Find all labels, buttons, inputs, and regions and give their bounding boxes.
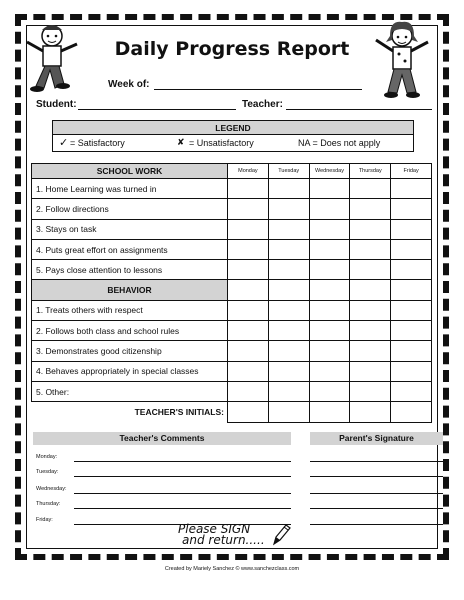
teachers-comments-header: Teacher's Comments — [33, 432, 291, 445]
day-header-friday: Friday — [391, 164, 432, 179]
grade-cell[interactable] — [268, 219, 309, 239]
grade-cell[interactable] — [391, 239, 432, 259]
grade-cell[interactable] — [228, 239, 269, 259]
table-row — [32, 341, 432, 361]
grade-cell[interactable] — [268, 199, 309, 219]
comment-line[interactable] — [74, 493, 291, 494]
check-icon: ✓ — [59, 137, 69, 149]
grade-cell[interactable] — [228, 260, 269, 280]
comment-day-label: Wednesday: — [36, 486, 67, 492]
grade-cell[interactable] — [309, 361, 350, 381]
teacher-label: Teacher: — [242, 99, 283, 110]
grade-cell[interactable] — [350, 239, 391, 259]
school-work-item: 5. Pays close attention to lessons — [32, 260, 228, 280]
grade-cell[interactable] — [228, 381, 269, 401]
behavior-header: BEHAVIOR — [32, 280, 228, 300]
footer-credit: Created by Mariely Sanchez © www.sanchezclass.com — [164, 566, 300, 572]
progress-table — [31, 163, 432, 423]
grade-cell[interactable] — [391, 361, 432, 381]
teacher-field[interactable] — [242, 99, 283, 110]
table-row — [32, 381, 432, 401]
initials-cell[interactable] — [268, 402, 309, 422]
grade-cell[interactable] — [309, 341, 350, 361]
pencil-icon — [270, 522, 292, 546]
grade-cell[interactable] — [228, 361, 269, 381]
signature-line[interactable] — [310, 461, 443, 462]
legend-not-apply: NA = Does not apply — [298, 138, 381, 148]
initials-cell[interactable] — [391, 402, 432, 422]
grade-cell[interactable] — [391, 300, 432, 320]
grade-cell[interactable] — [391, 219, 432, 239]
page-title: Daily Progress Report — [114, 38, 350, 60]
day-header-tuesday: Tuesday — [268, 164, 309, 179]
signature-line[interactable] — [310, 508, 443, 509]
student-field[interactable] — [36, 99, 77, 110]
signature-line[interactable] — [310, 493, 443, 494]
grade-cell[interactable] — [268, 239, 309, 259]
grade-cell[interactable] — [228, 199, 269, 219]
grade-cell[interactable] — [228, 341, 269, 361]
grade-cell[interactable] — [391, 260, 432, 280]
comment-day-label: Friday: — [36, 517, 53, 523]
grade-cell[interactable] — [391, 179, 432, 199]
grade-cell[interactable] — [268, 300, 309, 320]
grade-cell[interactable] — [391, 199, 432, 219]
sign-and-return-note: Please SIGN and return..... — [178, 522, 265, 547]
grade-cell[interactable] — [350, 300, 391, 320]
teachers-initials-label: TEACHER'S INITIALS: — [32, 402, 228, 422]
comment-line[interactable] — [74, 476, 291, 477]
behavior-item: 4. Behaves appropriately in special classes — [32, 361, 228, 381]
table-row — [32, 219, 432, 239]
girl-clipart-icon — [372, 18, 432, 103]
grade-cell[interactable] — [309, 219, 350, 239]
comment-line[interactable] — [74, 508, 291, 509]
legend-box — [52, 120, 414, 152]
table-row — [32, 321, 432, 341]
school-work-header: SCHOOL WORK — [32, 164, 228, 179]
comment-day-label: Monday: — [36, 454, 58, 460]
behavior-item: 3. Demonstrates good citizenship — [32, 341, 228, 361]
grade-cell[interactable] — [350, 321, 391, 341]
week-of-field[interactable] — [108, 79, 150, 90]
grade-cell[interactable] — [309, 179, 350, 199]
day-header-thursday: Thursday — [350, 164, 391, 179]
grade-cell[interactable] — [350, 361, 391, 381]
grade-cell[interactable] — [350, 260, 391, 280]
table-row — [32, 179, 432, 199]
student-label: Student: — [36, 99, 77, 110]
grade-cell[interactable] — [228, 300, 269, 320]
comment-day-label: Tuesday: — [36, 469, 59, 475]
legend-unsatisfactory: = Unsatisfactory — [189, 138, 254, 148]
table-row — [32, 239, 432, 259]
grade-cell[interactable] — [228, 179, 269, 199]
grade-cell[interactable] — [309, 300, 350, 320]
grade-cell[interactable] — [350, 219, 391, 239]
table-row — [32, 361, 432, 381]
grade-cell[interactable] — [268, 341, 309, 361]
legend-satisfactory: = Satisfactory — [70, 138, 125, 148]
initials-cell[interactable] — [228, 402, 269, 422]
grade-cell[interactable] — [309, 239, 350, 259]
grade-cell[interactable] — [228, 219, 269, 239]
behavior-item: 5. Other: — [32, 381, 228, 401]
grade-cell[interactable] — [350, 179, 391, 199]
initials-cell[interactable] — [309, 402, 350, 422]
legend-title: LEGEND — [53, 121, 413, 135]
school-work-item: 2. Follow directions — [32, 199, 228, 219]
initials-cell[interactable] — [350, 402, 391, 422]
table-row — [32, 260, 432, 280]
comment-line[interactable] — [74, 461, 291, 462]
grade-cell[interactable] — [268, 381, 309, 401]
comment-day-label: Thursday: — [36, 501, 61, 507]
day-header-monday: Monday — [228, 164, 269, 179]
school-work-item: 4. Puts great effort on assignments — [32, 239, 228, 259]
grade-cell[interactable] — [309, 381, 350, 401]
school-work-item: 3. Stays on task — [32, 219, 228, 239]
grade-cell[interactable] — [268, 321, 309, 341]
table-row — [32, 300, 432, 320]
week-of-label: Week of: — [108, 79, 150, 90]
grade-cell[interactable] — [350, 341, 391, 361]
grade-cell[interactable] — [350, 199, 391, 219]
grade-cell[interactable] — [309, 260, 350, 280]
signature-line[interactable] — [310, 476, 443, 477]
grade-cell[interactable] — [228, 321, 269, 341]
parent-signature-header: Parent's Signature — [310, 432, 443, 445]
grade-cell[interactable] — [391, 321, 432, 341]
table-row — [32, 199, 432, 219]
x-mark-icon: ✘ — [177, 137, 185, 147]
grade-cell[interactable] — [391, 381, 432, 401]
grade-cell[interactable] — [391, 341, 432, 361]
school-work-item: 1. Home Learning was turned in — [32, 179, 228, 199]
grade-cell[interactable] — [309, 199, 350, 219]
grade-cell[interactable] — [268, 361, 309, 381]
signature-line[interactable] — [310, 524, 443, 525]
day-header-wednesday: Wednesday — [309, 164, 350, 179]
grade-cell[interactable] — [268, 260, 309, 280]
grade-cell[interactable] — [309, 321, 350, 341]
grade-cell[interactable] — [268, 179, 309, 199]
behavior-item: 2. Follows both class and school rules — [32, 321, 228, 341]
behavior-item: 1. Treats others with respect — [32, 300, 228, 320]
grade-cell[interactable] — [350, 381, 391, 401]
